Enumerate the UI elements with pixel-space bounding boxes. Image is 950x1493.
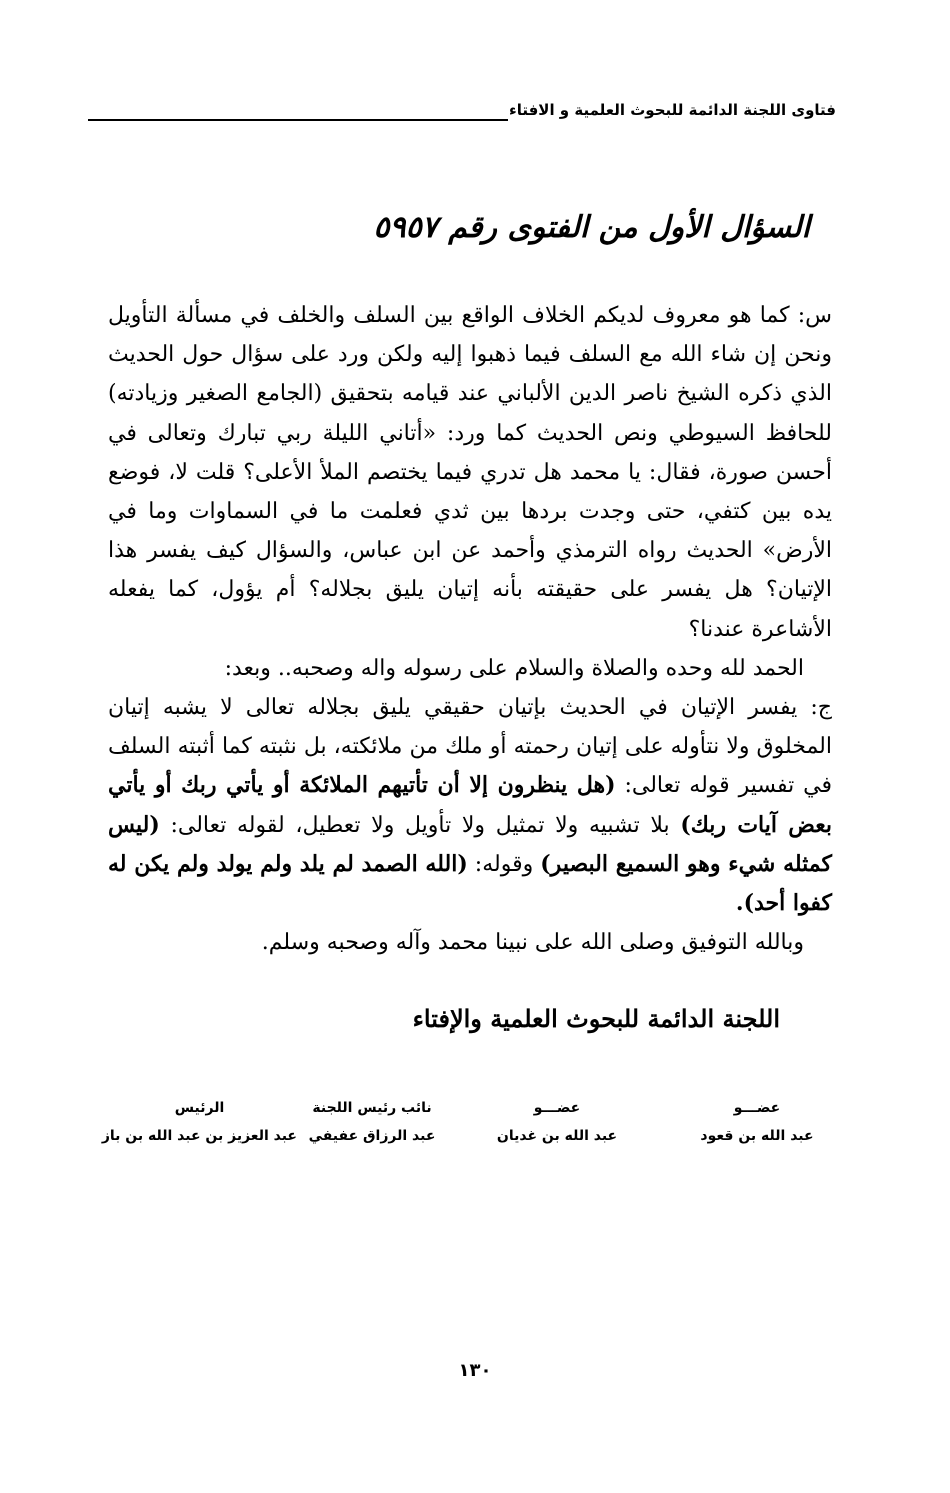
page-number: ١٣٠ bbox=[458, 1360, 492, 1381]
signature-chairman bbox=[102, 1094, 297, 1150]
running-header: فتاوى اللجنة الدائمة للبحوث العلمية و الافتاء bbox=[509, 101, 836, 119]
answer-text-part1: ج: يفسر الإتيان في الحديث بإتيان حقيقي يليق بجلاله تعالى لا يشبه إتيان المخلوق ولا نتأوله على إتيان رحمته أو ملك من ملائكته، بل نثبته كما أثبته السلف في تفسير قوله تعالى: bbox=[108, 695, 832, 799]
signature-name: عبد العزيز بن عبد الله بن باز bbox=[101, 1128, 297, 1144]
signature-role: عضـــو bbox=[533, 1100, 581, 1116]
signature-name: عبد الله بن غديان bbox=[496, 1128, 618, 1144]
signature-name: عبد الرزاق عفيفي bbox=[308, 1128, 436, 1144]
fatwa-body bbox=[108, 296, 832, 962]
quran-verse-1: (هل ينظرون إلا أن تأتيهم الملائكة أو يأتي ربك أو يأتي بعض آيات ربك) bbox=[108, 772, 832, 838]
signature-member-2 bbox=[482, 1094, 632, 1150]
answer-text-part2: بلا تشبيه ولا تمثيل ولا تأويل ولا تعطيل، لقوله تعالى: bbox=[159, 812, 681, 838]
header-rule bbox=[88, 119, 508, 121]
quran-verse-2: (ليس كمثله شيء وهو السميع البصير) bbox=[108, 811, 832, 877]
question-paragraph: س: كما هو معروف لديكم الخلاف الواقع بين السلف والخلف في مسألة التأويل ونحن إن شاء الله مع السلف فيما ذهبوا إليه ولكن ورد على سؤال حول الحديث الذي ذكره الشيخ ناصر الدين الألباني عند قيامه بتحقيق (الجامع الصغير وزيادته) للحافظ السيوطي ونص الحديث كما ورد: «أتاني الليلة ربي تبارك وتعالى في أحسن صورة، فقال: يا محمد هل تدري فيما يختصم الملأ الأعلى؟ قلت لا، فوضع يده بين كتفي، حتى وجدت بردها بين ثدي فعلمت ما في السماوات وما في الأرض» الحديث رواه الترمذي وأحمد عن ابن عباس، والسؤال كيف يفسر هذا الإتيان؟ هل يفسر على حقيقته بأنه إتيان يليق بجلاله؟ أم يؤول، كما يفعله الأشاعرة عندنا؟ bbox=[108, 303, 832, 642]
quran-verse-3: (الله الصمد لم يلد ولم يولد ولم يكن له كفوا أحد). bbox=[108, 850, 832, 917]
signature-vice-chairman bbox=[297, 1094, 447, 1150]
answer-text-part3: وقوله: bbox=[467, 851, 541, 877]
signature-role: عضـــو bbox=[733, 1100, 781, 1116]
signature-member-1 bbox=[682, 1094, 832, 1150]
committee-name: اللجنة الدائمة للبحوث العلمية والإفتاء bbox=[412, 1004, 780, 1033]
closing-line: وبالله التوفيق وصلى الله على نبينا محمد وآله وصحبه وسلم. bbox=[261, 930, 804, 956]
signatures-block bbox=[101, 1094, 832, 1154]
fatwa-title: السؤال الأول من الفتوى رقم ٥٩٥٧ bbox=[373, 210, 810, 245]
signature-role: الرئيس bbox=[174, 1100, 225, 1116]
signature-name: عبد الله بن قعود bbox=[700, 1128, 814, 1144]
praise-line: الحمد لله وحده والصلاة والسلام على رسوله واله وصحبه.. وبعد: bbox=[224, 655, 804, 681]
signature-role: نائب رئيس اللجنة bbox=[312, 1100, 432, 1116]
answer-paragraph bbox=[108, 688, 832, 923]
